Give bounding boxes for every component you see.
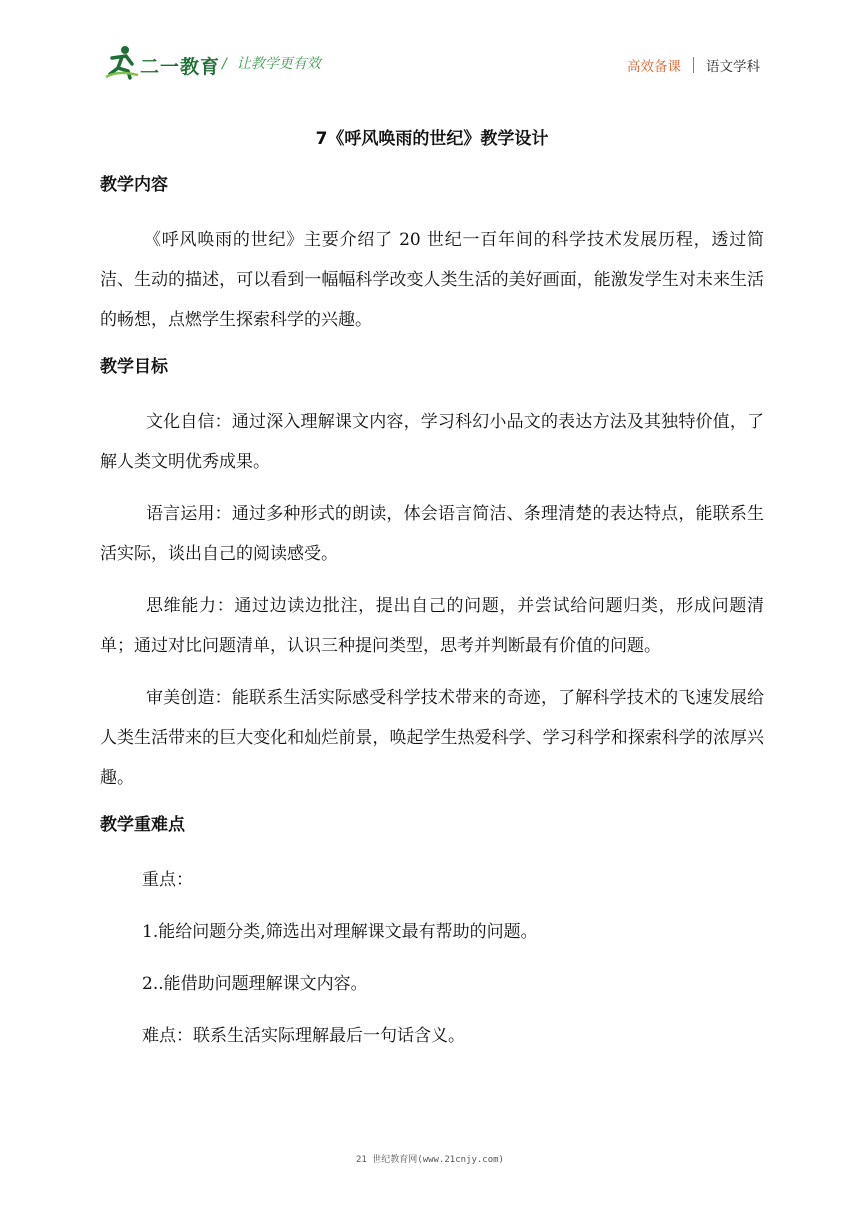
section-heading-goals: 教学目标 [100, 357, 168, 377]
logo-text: 二一教育 [140, 56, 221, 78]
section-heading-key-points: 教学重难点 [100, 815, 185, 835]
content-paragraph: 《呼风唤雨的世纪》主要介绍了 20 世纪一百年间的科学技术发展历程，透过简洁、生动的描述，可以看到一幅幅科学改变人类生活的美好画面，能激发学生对未来生活的畅想，点燃学生探索科学的兴趣。 [100, 230, 764, 330]
key-point-1: 1.能给问题分类,筛选出对理解课文最有帮助的问题。 [142, 922, 538, 942]
site-logo[interactable] [104, 44, 224, 84]
key-point-2: 2..能借助问题理解课文内容。 [142, 974, 368, 994]
page-footer: 21 世纪教育网(www.21cnjy.com) [356, 1155, 504, 1165]
tag-divider [693, 57, 694, 73]
header-tags [627, 55, 760, 75]
key-point-label: 重点： [142, 870, 193, 890]
goal-aesthetic-creation: 审美创造：能联系生活实际感受科学技术带来的奇迹，了解科学技术的飞速发展给人类生活带来的巨大变化和灿烂前景，唤起学生热爱科学、学习科学和探索科学的浓厚兴趣。 [100, 688, 764, 788]
runner-icon [104, 44, 140, 80]
slogan-text: 让教学更有效 [236, 56, 321, 72]
slogan [222, 53, 321, 73]
goal-cultural-confidence: 文化自信：通过深入理解课文内容，学习科幻小品文的表达方法及其独特价值，了解人类文明优秀成果。 [100, 412, 764, 472]
tag-efficient-prep: 高效备课 [627, 59, 681, 75]
slogan-slash: / [222, 56, 227, 72]
document-body [100, 120, 764, 1068]
difficulty-point: 难点：联系生活实际理解最后一句话含义。 [142, 1026, 465, 1046]
page-header [0, 0, 860, 96]
goal-language-use: 语言运用：通过多种形式的朗读，体会语言简洁、条理清楚的表达特点，能联系生活实际，谈出自己的阅读感受。 [100, 504, 764, 564]
document-title: 7《呼风唤雨的世纪》教学设计 [315, 129, 549, 149]
tag-subject: 语文学科 [706, 59, 760, 75]
goal-thinking-ability: 思维能力：通过边读边批注，提出自己的问题，并尝试给问题归类，形成问题清单；通过对比问题清单，认识三种提问类型，思考并判断最有价值的问题。 [100, 596, 764, 656]
section-heading-content: 教学内容 [100, 175, 168, 195]
